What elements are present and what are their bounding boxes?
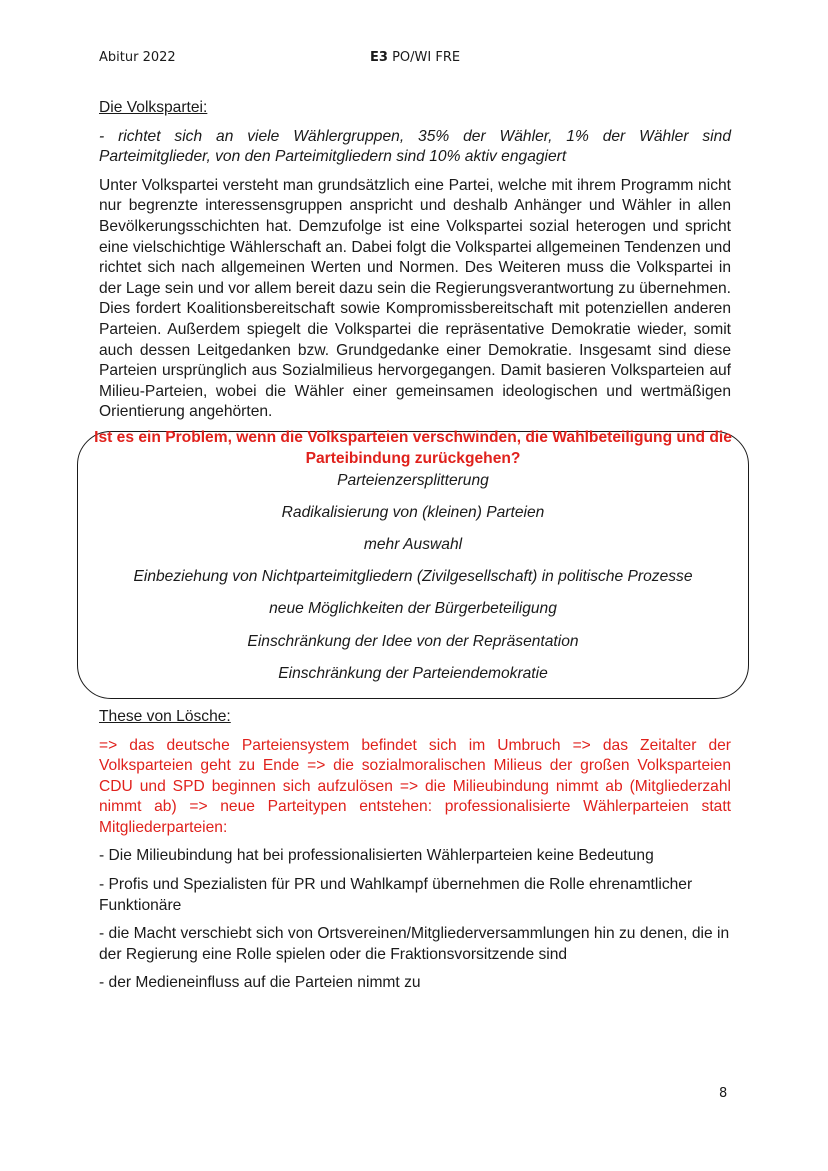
volkspartei-heading: Die Volkspartei: — [99, 99, 208, 116]
question-title: Ist es ein Problem, wenn die Volksparteien verschwinden, die Wahlbeteiligung und die Parteibindung zurückgehen? — [94, 428, 732, 467]
loesche-bullet: - die Macht verschiebt sich von Ortsvereinen/Mitgliederversammlungen hin zu denen, die in der Regierung eine Rolle spielen oder die Fraktionsvorsitzende sind — [99, 925, 730, 963]
loesche-heading: These von Lösche: — [99, 707, 231, 725]
answer-item: mehr Auswahl — [363, 536, 463, 554]
header-course-rest: PO/WI FRE — [387, 50, 461, 65]
answer-item: Radikalisierung von (kleinen) Parteien — [281, 504, 545, 522]
header-exam-label: Abitur 2022 — [99, 50, 176, 65]
answer-item: Parteienzersplitterung — [337, 472, 489, 490]
header-course-label — [370, 50, 460, 65]
loesche-thesis: => das deutsche Parteiensystem befindet sich im Umbruch => das Zeitalter der Volksparteien geht zu Ende => die sozialmoralischen Milieus der großen Volksparteien CDU und SPD beginnen sich aufzulösen => die Milieubindung nimmt ab (Mitgliederzahl nimmt ab) => neue Parteitypen entstehen: professionalisierte Wählerparteien statt Mitgliederparteien: — [99, 736, 731, 836]
answer-item: Einbeziehung von Nichtparteimitgliedern (Zivilgesellschaft) in politische Prozesse — [133, 568, 693, 586]
answer-item: neue Möglichkeiten der Bürgerbeteiligung — [269, 600, 557, 618]
answer-item: Einschränkung der Parteiendemokratie — [278, 664, 548, 682]
page-header — [99, 50, 729, 70]
document-body — [94, 98, 732, 1002]
answer-item: Einschränkung der Idee von der Repräsentation — [247, 632, 579, 650]
loesche-bullet: - Die Milieubindung hat bei professionalisierten Wählerparteien keine Bedeutung — [99, 847, 654, 865]
page-number: 8 — [719, 1086, 728, 1101]
loesche-bullet: - der Medieneinfluss auf die Parteien nimmt zu — [99, 974, 421, 992]
loesche-bullet: - Profis und Spezialisten für PR und Wahlkampf übernehmen die Rolle ehrenamtlicher Funktionäre — [99, 876, 693, 914]
volkspartei-intro: - richtet sich an viele Wählergruppen, 35% der Wähler, 1% der Wähler sind Parteimitglieder, von den Parteimitgliedern sind 10% aktiv engagiert — [99, 127, 731, 166]
answer-list — [78, 471, 748, 684]
volkspartei-paragraph: Unter Volkspartei versteht man grundsätzlich eine Partei, welche mit ihrem Programm nicht nur begrenzte interessensgruppen anspricht und deshalb Anhänger und Wähler in allen Bevölkerungsschichten hat. Demzufolge ist eine Volkspartei sozial heterogen und spricht eine vielschichtige Wählerschaft an. Dabei folgt die Volkspartei allgemeinen Tendenzen und richtet sich nach allgemeinen Werten und Normen. Des Weiteren muss die Volkspartei in der Lage sein und vor allem bereit dazu sein die Regierungsverantwortung zu übernehmen. Dies fordert Koalitionsbereitschaft sowie Kompromissbereitschaft mit potenziellen anderen Parteien. Außerdem spiegelt die Volkspartei die repräsentative Demokratie wieder, somit auch dessen Leitgedanken bzw. Grundgedanke einer Demokratie. Insgesamt sind diese Parteien ursprünglich aus Sozialmilieus hervorgegangen. Damit basieren Volksparteien auf Milieu-Parteien, wobei die Wähler einer gemeinsamen ideologischen und wertmäßigen Orientierung angehörten. — [99, 176, 731, 421]
question-box — [77, 428, 749, 699]
header-course-code: E3 — [370, 50, 388, 65]
